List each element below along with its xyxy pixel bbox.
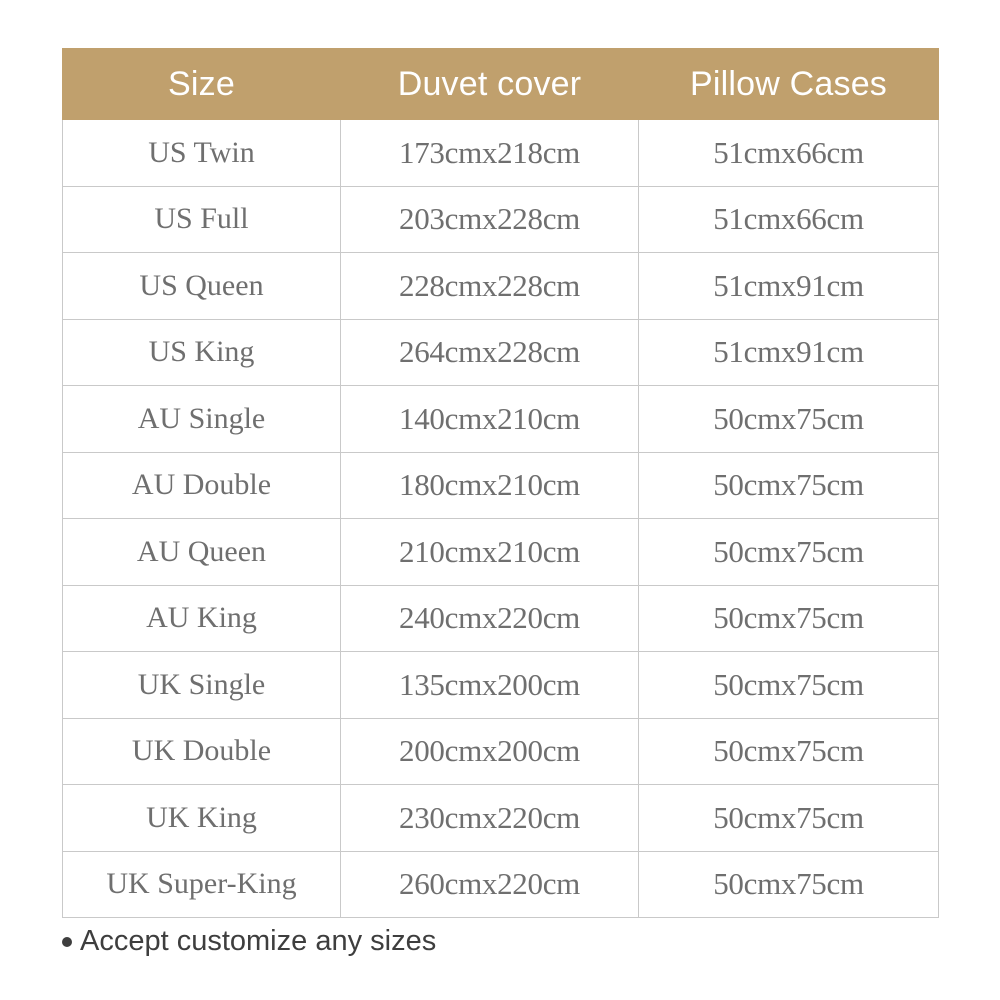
cell-pillow: 50cmx75cm — [639, 652, 939, 719]
cell-duvet: 200cmx200cm — [341, 718, 639, 785]
table-body — [63, 120, 939, 918]
cell-duvet: 140cmx210cm — [341, 386, 639, 453]
cell-pillow: 51cmx91cm — [639, 319, 939, 386]
cell-size: US Twin — [63, 120, 341, 187]
cell-pillow: 51cmx91cm — [639, 253, 939, 320]
cell-pillow: 50cmx75cm — [639, 851, 939, 918]
table-row — [63, 186, 939, 253]
table-row — [63, 386, 939, 453]
table-row — [63, 319, 939, 386]
cell-duvet: 203cmx228cm — [341, 186, 639, 253]
cell-duvet: 260cmx220cm — [341, 851, 639, 918]
table-row — [63, 851, 939, 918]
cell-size: AU King — [63, 585, 341, 652]
cell-size: US Full — [63, 186, 341, 253]
table-row — [63, 120, 939, 187]
cell-pillow: 50cmx75cm — [639, 585, 939, 652]
footnote-text: Accept customize any sizes — [80, 925, 437, 957]
cell-size: AU Queen — [63, 519, 341, 586]
size-chart-table — [62, 48, 939, 918]
cell-size: UK Single — [63, 652, 341, 719]
cell-size: UK Super-King — [63, 851, 341, 918]
cell-pillow: 50cmx75cm — [639, 785, 939, 852]
cell-pillow: 51cmx66cm — [639, 186, 939, 253]
cell-pillow: 50cmx75cm — [639, 386, 939, 453]
cell-duvet: 228cmx228cm — [341, 253, 639, 320]
cell-pillow: 51cmx66cm — [639, 120, 939, 187]
table-row — [63, 718, 939, 785]
cell-pillow: 50cmx75cm — [639, 452, 939, 519]
table-row — [63, 585, 939, 652]
cell-size: US Queen — [63, 253, 341, 320]
cell-duvet: 264cmx228cm — [341, 319, 639, 386]
table-header — [63, 49, 939, 120]
table-row — [63, 785, 939, 852]
bullet-icon — [62, 937, 72, 947]
column-header-pillow-cases: Pillow Cases — [639, 49, 939, 120]
cell-size: UK Double — [63, 718, 341, 785]
cell-duvet: 173cmx218cm — [341, 120, 639, 187]
table-row — [63, 519, 939, 586]
cell-pillow: 50cmx75cm — [639, 718, 939, 785]
cell-pillow: 50cmx75cm — [639, 519, 939, 586]
cell-size: UK King — [63, 785, 341, 852]
cell-size: US King — [63, 319, 341, 386]
footnote — [62, 925, 436, 958]
cell-size: AU Single — [63, 386, 341, 453]
table-row — [63, 652, 939, 719]
column-header-size: Size — [63, 49, 341, 120]
cell-duvet: 135cmx200cm — [341, 652, 639, 719]
cell-duvet: 240cmx220cm — [341, 585, 639, 652]
table-row — [63, 253, 939, 320]
column-header-duvet-cover: Duvet cover — [341, 49, 639, 120]
cell-size: AU Double — [63, 452, 341, 519]
table-header-row — [63, 49, 939, 120]
cell-duvet: 180cmx210cm — [341, 452, 639, 519]
cell-duvet: 230cmx220cm — [341, 785, 639, 852]
cell-duvet: 210cmx210cm — [341, 519, 639, 586]
table-row — [63, 452, 939, 519]
